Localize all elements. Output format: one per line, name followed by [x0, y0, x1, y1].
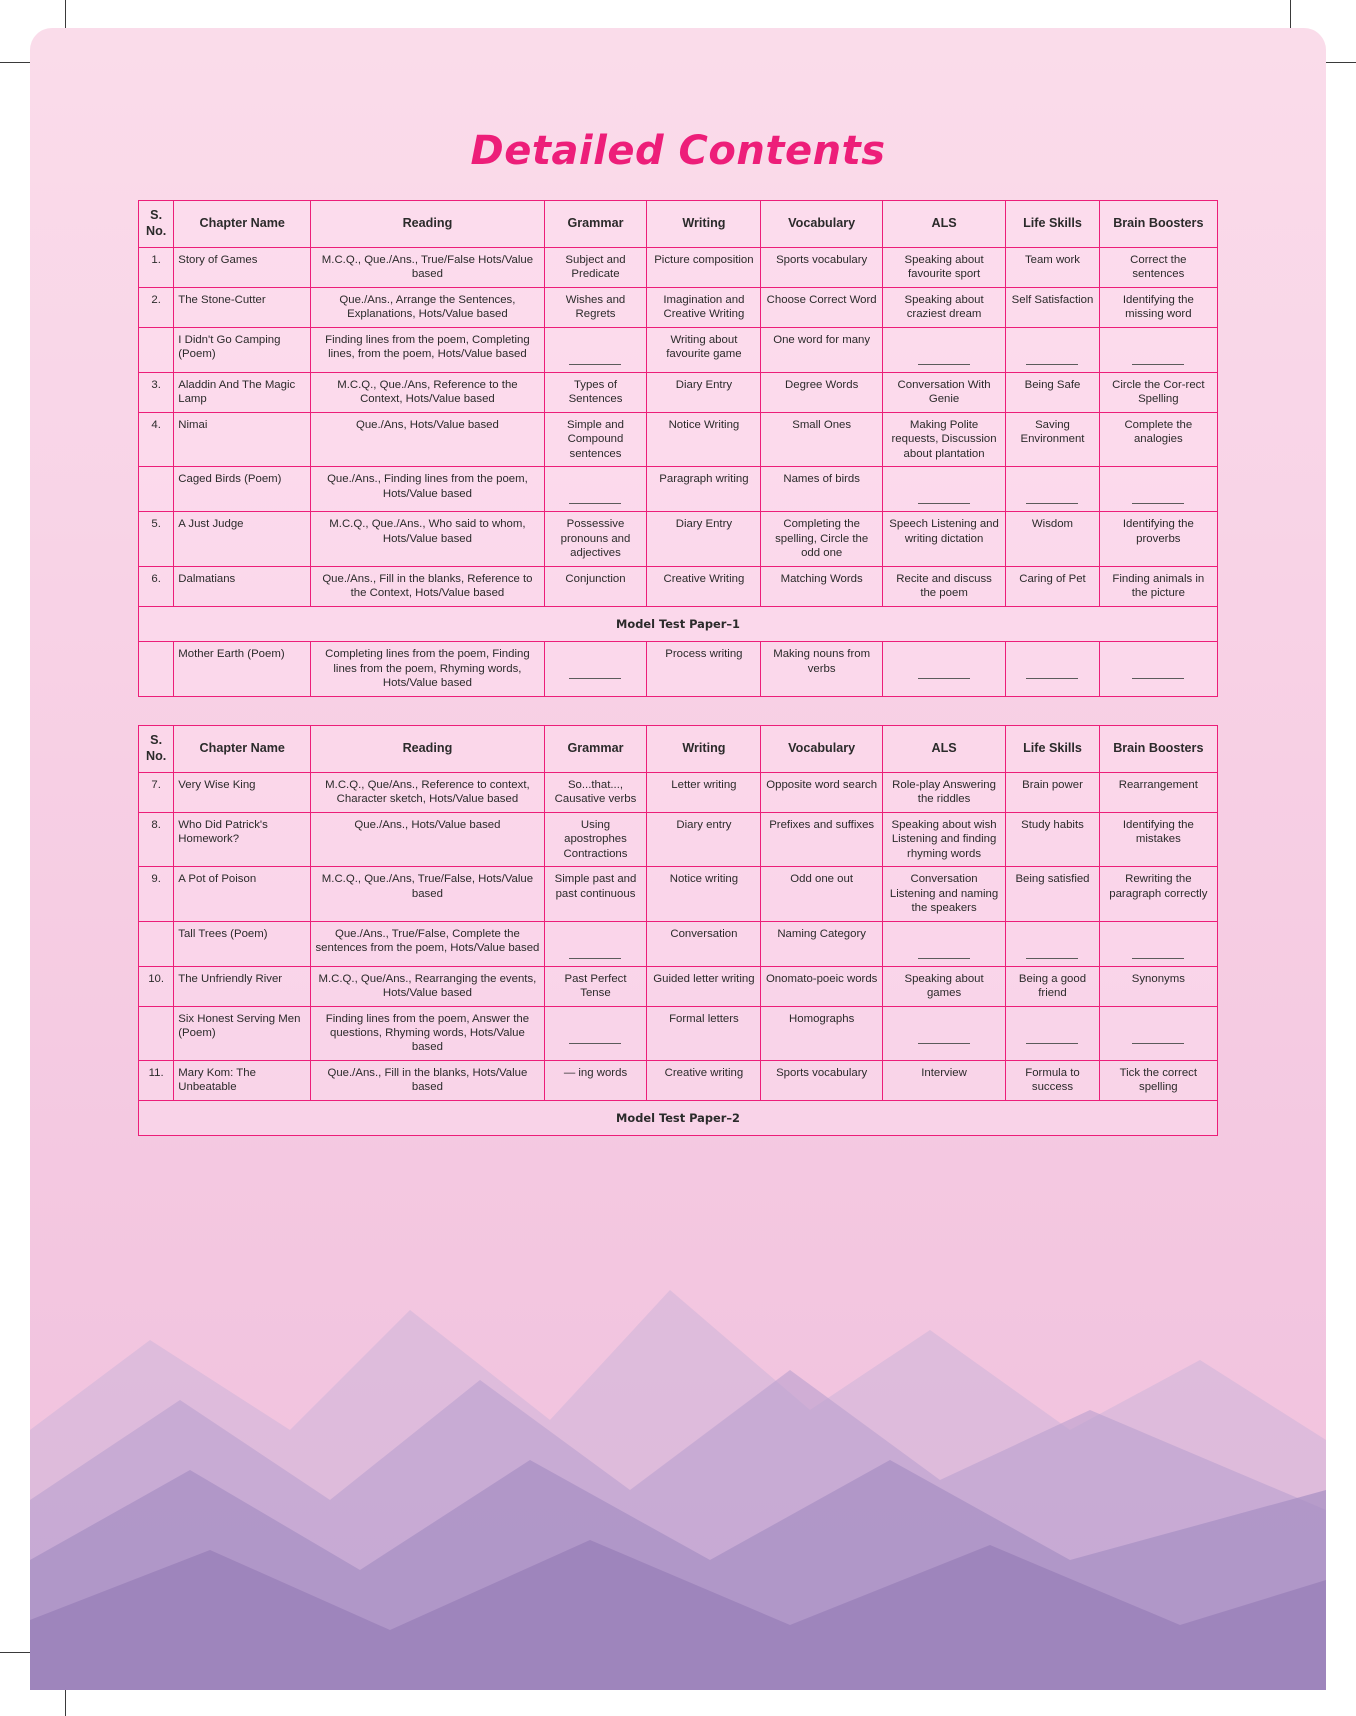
- cell-life-skills: Formula to success: [1006, 1060, 1099, 1100]
- blank-line: [1132, 957, 1184, 959]
- table-row: [139, 512, 1218, 566]
- cell-als: Role-play Answering the riddles: [882, 772, 1005, 812]
- col-header-als: ALS: [882, 201, 1005, 248]
- col-header-writing: Writing: [647, 725, 761, 772]
- cell-reading: M.C.Q., Que/Ans., Rearranging the events, Hots/Value based: [311, 966, 544, 1006]
- table-row: [139, 1060, 1218, 1100]
- cell-brain-boosters: Complete the analogies: [1099, 412, 1217, 466]
- cell-reading: M.C.Q., Que./Ans, Reference to the Context, Hots/Value based: [311, 372, 544, 412]
- cell-reading: M.C.Q., Que/Ans., Reference to context, Character sketch, Hots/Value based: [311, 772, 544, 812]
- cell-sno: 7.: [139, 772, 174, 812]
- table-header-row: [139, 201, 1218, 248]
- cell-brain-boosters: Finding animals in the picture: [1099, 566, 1217, 606]
- cell-als: [882, 467, 1005, 512]
- cell-writing: Letter writing: [647, 772, 761, 812]
- blank-line: [918, 502, 970, 504]
- cell-als: Making Polite requests, Discussion about plantation: [882, 412, 1005, 466]
- cell-grammar: Simple past and past continuous: [544, 867, 647, 921]
- cell-vocabulary: Odd one out: [761, 867, 882, 921]
- cell-brain-boosters: Rearrangement: [1099, 772, 1217, 812]
- cell-chapter: I Didn't Go Camping (Poem): [174, 327, 311, 372]
- col-header-chapter-name: Chapter Name: [174, 201, 311, 248]
- cell-brain-boosters: Identifying the missing word: [1099, 287, 1217, 327]
- col-header-vocabulary: Vocabulary: [761, 725, 882, 772]
- cell-als: Speaking about wish Listening and finding rhyming words: [882, 812, 1005, 866]
- table-row: [139, 566, 1218, 606]
- cell-chapter: Aladdin And The Magic Lamp: [174, 372, 311, 412]
- cell-writing: Guided letter writing: [647, 966, 761, 1006]
- model-test-paper-banner: Model Test Paper–2: [139, 1100, 1218, 1135]
- cell-vocabulary: Naming Category: [761, 921, 882, 966]
- table-header-row: [139, 725, 1218, 772]
- cell-brain-boosters: Synonyms: [1099, 966, 1217, 1006]
- cell-life-skills: Study habits: [1006, 812, 1099, 866]
- cell-brain-boosters: [1099, 642, 1217, 696]
- cell-life-skills: Being a good friend: [1006, 966, 1099, 1006]
- cell-reading: Finding lines from the poem, Completing lines, from the poem, Hots/Value based: [311, 327, 544, 372]
- cell-sno: [139, 467, 174, 512]
- cell-reading: Finding lines from the poem, Answer the questions, Rhyming words, Hots/Value based: [311, 1006, 544, 1060]
- col-header-chapter-name: Chapter Name: [174, 725, 311, 772]
- cell-sno: 3.: [139, 372, 174, 412]
- blank-line: [1132, 677, 1184, 679]
- col-header-reading: Reading: [311, 725, 544, 772]
- cell-grammar: So...that..., Causative verbs: [544, 772, 647, 812]
- blank-line: [1026, 363, 1078, 365]
- model-test-paper-banner: Model Test Paper–1: [139, 606, 1218, 641]
- cell-grammar: [544, 921, 647, 966]
- cell-brain-boosters: Identifying the proverbs: [1099, 512, 1217, 566]
- blank-line: [918, 677, 970, 679]
- cell-life-skills: [1006, 467, 1099, 512]
- blank-line: [569, 502, 621, 504]
- cell-reading: Que./Ans., Finding lines from the poem, Hots/Value based: [311, 467, 544, 512]
- cell-chapter: Very Wise King: [174, 772, 311, 812]
- table-row: [139, 1006, 1218, 1060]
- cell-vocabulary: Choose Correct Word: [761, 287, 882, 327]
- cell-chapter: A Just Judge: [174, 512, 311, 566]
- cell-reading: Que./Ans., Hots/Value based: [311, 812, 544, 866]
- cell-chapter: Six Honest Serving Men (Poem): [174, 1006, 311, 1060]
- cell-vocabulary: Homographs: [761, 1006, 882, 1060]
- cell-brain-boosters: Tick the correct spelling: [1099, 1060, 1217, 1100]
- cell-als: Conversation Listening and naming the speakers: [882, 867, 1005, 921]
- blank-line: [569, 957, 621, 959]
- col-header-life-skills: Life Skills: [1006, 725, 1099, 772]
- cell-als: [882, 1006, 1005, 1060]
- page-title: Detailed Contents: [470, 128, 886, 174]
- cell-sno: [139, 1006, 174, 1060]
- blank-line: [918, 957, 970, 959]
- table-row: [139, 287, 1218, 327]
- cell-reading: M.C.Q., Que./Ans., Who said to whom, Hots/Value based: [311, 512, 544, 566]
- cell-als: Recite and discuss the poem: [882, 566, 1005, 606]
- cell-sno: 4.: [139, 412, 174, 466]
- blank-line: [1132, 502, 1184, 504]
- cell-life-skills: Self Satisfaction: [1006, 287, 1099, 327]
- cell-als: Interview: [882, 1060, 1005, 1100]
- cell-grammar: Types of Sentences: [544, 372, 647, 412]
- cell-als: Speaking about favourite sport: [882, 247, 1005, 287]
- table-row: [139, 247, 1218, 287]
- cell-grammar: Subject and Predicate: [544, 247, 647, 287]
- blank-line: [918, 1042, 970, 1044]
- cell-vocabulary: Opposite word search: [761, 772, 882, 812]
- blank-line: [1026, 677, 1078, 679]
- cell-life-skills: [1006, 327, 1099, 372]
- cell-sno: 10.: [139, 966, 174, 1006]
- cell-grammar: [544, 467, 647, 512]
- cell-reading: Completing lines from the poem, Finding lines from the poem, Rhyming words, Hots/Value based: [311, 642, 544, 696]
- cell-life-skills: Being Safe: [1006, 372, 1099, 412]
- cell-vocabulary: Completing the spelling, Circle the odd one: [761, 512, 882, 566]
- cell-chapter: Caged Birds (Poem): [174, 467, 311, 512]
- cell-vocabulary: Prefixes and suffixes: [761, 812, 882, 866]
- table-row: [139, 772, 1218, 812]
- cell-chapter: Who Did Patrick's Homework?: [174, 812, 311, 866]
- cell-vocabulary: Onomato-poeic words: [761, 966, 882, 1006]
- blank-line: [569, 363, 621, 365]
- cell-grammar: [544, 1006, 647, 1060]
- cell-sno: 2.: [139, 287, 174, 327]
- cell-brain-boosters: Rewriting the paragraph correctly: [1099, 867, 1217, 921]
- cell-reading: Que./Ans, Hots/Value based: [311, 412, 544, 466]
- table-row: [139, 467, 1218, 512]
- col-header-life-skills: Life Skills: [1006, 201, 1099, 248]
- cell-brain-boosters: [1099, 467, 1217, 512]
- blank-line: [1132, 363, 1184, 365]
- cell-als: [882, 642, 1005, 696]
- cell-reading: Que./Ans., Arrange the Sentences, Explanations, Hots/Value based: [311, 287, 544, 327]
- cell-als: Conversation With Genie: [882, 372, 1005, 412]
- blank-line: [918, 363, 970, 365]
- cell-writing: Diary entry: [647, 812, 761, 866]
- cell-als: Speaking about games: [882, 966, 1005, 1006]
- cell-sno: 11.: [139, 1060, 174, 1100]
- cell-reading: M.C.Q., Que./Ans., True/False Hots/Value based: [311, 247, 544, 287]
- blank-line: [1026, 1042, 1078, 1044]
- cell-reading: Que./Ans., Fill in the blanks, Hots/Value based: [311, 1060, 544, 1100]
- blank-line: [569, 677, 621, 679]
- cell-grammar: Past Perfect Tense: [544, 966, 647, 1006]
- cell-sno: 5.: [139, 512, 174, 566]
- cell-reading: Que./Ans., True/False, Complete the sentences from the poem, Hots/Value based: [311, 921, 544, 966]
- cell-writing: Diary Entry: [647, 512, 761, 566]
- cell-grammar: Possessive pronouns and adjectives: [544, 512, 647, 566]
- cell-grammar: [544, 327, 647, 372]
- cell-grammar: Using apostrophes Contractions: [544, 812, 647, 866]
- col-header-grammar: Grammar: [544, 725, 647, 772]
- cell-chapter: Tall Trees (Poem): [174, 921, 311, 966]
- model-test-paper-row: [139, 1100, 1218, 1135]
- cell-grammar: [544, 642, 647, 696]
- cell-writing: Picture composition: [647, 247, 761, 287]
- cell-vocabulary: One word for many: [761, 327, 882, 372]
- blank-line: [1132, 1042, 1184, 1044]
- col-header-sno: S. No.: [139, 725, 174, 772]
- cell-life-skills: Team work: [1006, 247, 1099, 287]
- table-spacer: [30, 697, 1326, 725]
- table-row: [139, 642, 1218, 696]
- cell-writing: Imagination and Creative Writing: [647, 287, 761, 327]
- cell-life-skills: Brain power: [1006, 772, 1099, 812]
- cell-brain-boosters: Circle the Cor-rect Spelling: [1099, 372, 1217, 412]
- cell-life-skills: [1006, 921, 1099, 966]
- cell-grammar: Wishes and Regrets: [544, 287, 647, 327]
- cell-chapter: The Unfriendly River: [174, 966, 311, 1006]
- page-canvas: [30, 28, 1326, 1690]
- cell-als: Speech Listening and writing dictation: [882, 512, 1005, 566]
- blank-line: [569, 1042, 621, 1044]
- table-row: [139, 867, 1218, 921]
- col-header-grammar: Grammar: [544, 201, 647, 248]
- table-row: [139, 412, 1218, 466]
- cell-chapter: The Stone-Cutter: [174, 287, 311, 327]
- table-row: [139, 812, 1218, 866]
- col-header-sno: S. No.: [139, 201, 174, 248]
- cell-writing: Writing about favourite game: [647, 327, 761, 372]
- cell-sno: [139, 642, 174, 696]
- cell-brain-boosters: Identifying the mistakes: [1099, 812, 1217, 866]
- cell-writing: Formal letters: [647, 1006, 761, 1060]
- cell-life-skills: Being satisfied: [1006, 867, 1099, 921]
- cell-writing: Notice Writing: [647, 412, 761, 466]
- col-header-brain-boosters: Brain Boosters: [1099, 201, 1217, 248]
- blank-line: [1026, 957, 1078, 959]
- cell-chapter: Dalmatians: [174, 566, 311, 606]
- cell-als: [882, 327, 1005, 372]
- cell-vocabulary: Names of birds: [761, 467, 882, 512]
- cell-sno: 9.: [139, 867, 174, 921]
- cell-brain-boosters: [1099, 1006, 1217, 1060]
- cell-writing: Creative writing: [647, 1060, 761, 1100]
- cell-writing: Creative Writing: [647, 566, 761, 606]
- cell-life-skills: Saving Environment: [1006, 412, 1099, 466]
- table-row: [139, 372, 1218, 412]
- cell-brain-boosters: [1099, 921, 1217, 966]
- cell-grammar: — ing words: [544, 1060, 647, 1100]
- cell-vocabulary: Sports vocabulary: [761, 247, 882, 287]
- col-header-vocabulary: Vocabulary: [761, 201, 882, 248]
- cell-writing: Process writing: [647, 642, 761, 696]
- cell-reading: M.C.Q., Que./Ans, True/False, Hots/Value based: [311, 867, 544, 921]
- cell-sno: 6.: [139, 566, 174, 606]
- cell-sno: 1.: [139, 247, 174, 287]
- cell-writing: Conversation: [647, 921, 761, 966]
- table-row: [139, 966, 1218, 1006]
- cell-life-skills: Wisdom: [1006, 512, 1099, 566]
- cell-chapter: A Pot of Poison: [174, 867, 311, 921]
- model-test-paper-row: [139, 606, 1218, 641]
- cell-life-skills: [1006, 642, 1099, 696]
- cell-vocabulary: Matching Words: [761, 566, 882, 606]
- cell-reading: Que./Ans., Fill in the blanks, Reference to the Context, Hots/Value based: [311, 566, 544, 606]
- cell-als: [882, 921, 1005, 966]
- cell-grammar: Conjunction: [544, 566, 647, 606]
- col-header-brain-boosters: Brain Boosters: [1099, 725, 1217, 772]
- cell-writing: Diary Entry: [647, 372, 761, 412]
- cell-sno: 8.: [139, 812, 174, 866]
- table-row: [139, 327, 1218, 372]
- contents-table-1: [138, 200, 1218, 697]
- cell-writing: Paragraph writing: [647, 467, 761, 512]
- cell-vocabulary: Small Ones: [761, 412, 882, 466]
- col-header-reading: Reading: [311, 201, 544, 248]
- cell-life-skills: Caring of Pet: [1006, 566, 1099, 606]
- cell-chapter: Nimai: [174, 412, 311, 466]
- cell-sno: [139, 327, 174, 372]
- cell-chapter: Story of Games: [174, 247, 311, 287]
- cell-als: Speaking about craziest dream: [882, 287, 1005, 327]
- cell-life-skills: [1006, 1006, 1099, 1060]
- cell-grammar: Simple and Compound sentences: [544, 412, 647, 466]
- cell-brain-boosters: Correct the sentences: [1099, 247, 1217, 287]
- cell-chapter: Mary Kom: The Unbeatable: [174, 1060, 311, 1100]
- contents-table-2: [138, 725, 1218, 1137]
- cell-vocabulary: Sports vocabulary: [761, 1060, 882, 1100]
- cell-chapter: Mother Earth (Poem): [174, 642, 311, 696]
- table-row: [139, 921, 1218, 966]
- cell-sno: [139, 921, 174, 966]
- blank-line: [1026, 502, 1078, 504]
- cell-vocabulary: Degree Words: [761, 372, 882, 412]
- cell-brain-boosters: [1099, 327, 1217, 372]
- cell-writing: Notice writing: [647, 867, 761, 921]
- col-header-als: ALS: [882, 725, 1005, 772]
- cell-vocabulary: Making nouns from verbs: [761, 642, 882, 696]
- col-header-writing: Writing: [647, 201, 761, 248]
